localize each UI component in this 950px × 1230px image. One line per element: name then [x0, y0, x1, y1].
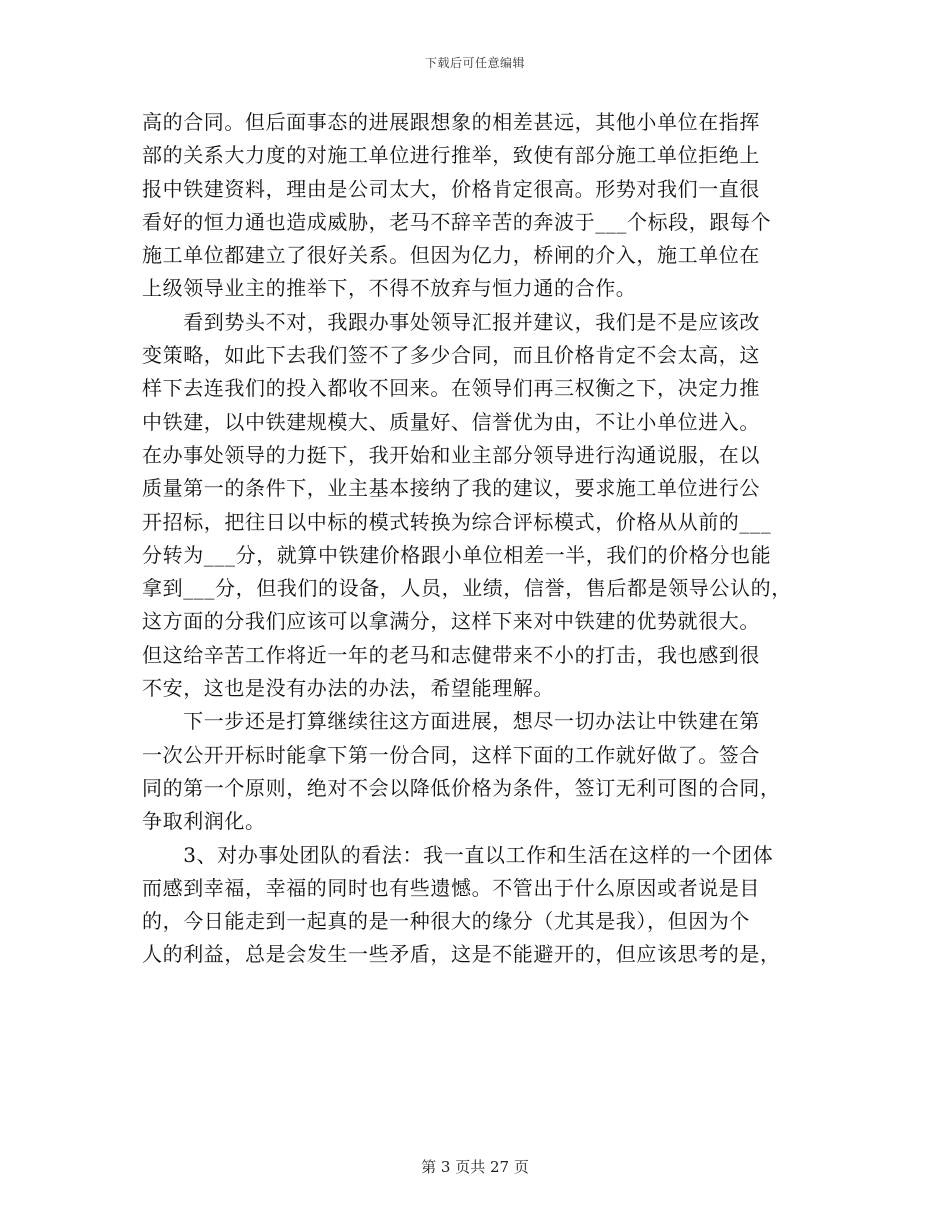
- body-line: 部的关系大力度的对施工单位进行推举，致使有部分施工单位拒绝上: [142, 143, 760, 168]
- body-line: 报中铁建资料，理由是公司太大，价格肯定很高。形势对我们一直很: [142, 176, 760, 201]
- body-line: 看好的恒力通也造成威胁，老马不辞辛苦的奔波于___个标段，跟每个: [142, 209, 772, 234]
- body-line: 高的合同。但后面事态的进展跟想象的相差甚远，其他小单位在指挥: [142, 110, 760, 134]
- body-line: 这方面的分我们应该可以拿满分，这样下来对中铁建的优势就很大。: [142, 609, 760, 634]
- body-line: 变策略，如此下去我们签不了多少合同，而且价格肯定不会太高，这: [142, 343, 760, 368]
- body-line: 下一步还是打算继续往这方面进展，想尽一切办法让中铁建在第: [142, 709, 760, 734]
- body-line: 中铁建，以中铁建规模大、质量好、信誉优为由，不让小单位进入。: [142, 409, 760, 434]
- body-line: 拿到___分，但我们的设备，人员，业绩，信誉，售后都是领导公认的，: [142, 576, 792, 601]
- body-line: 看到势头不对，我跟办事处领导汇报并建议，我们是不是应该改: [142, 309, 760, 334]
- body-line: 3、对办事处团队的看法：我一直以工作和生活在这样的一个团体: [142, 842, 774, 867]
- document-body: [142, 106, 822, 972]
- page-footer: 第 3 页共 27 页: [421, 1158, 529, 1176]
- body-line: 样下去连我们的投入都收不回来。在领导们再三权衡之下，决定力推: [142, 376, 760, 401]
- body-line: 质量第一的条件下，业主基本接纳了我的建议，要求施工单位进行公: [142, 476, 760, 501]
- body-line: 一次公开开标时能拿下第一份合同，这样下面的工作就好做了。签合: [142, 742, 760, 767]
- body-line: 不安，这也是没有办法的办法，希望能理解。: [142, 676, 554, 701]
- body-line: 在办事处领导的力挺下，我开始和业主部分领导进行沟通说服，在以: [142, 442, 760, 467]
- page-header: 下载后可任意编辑: [424, 56, 525, 70]
- body-line: 人的利益，总是会发生一些矛盾，这是不能避开的，但应该思考的是，: [142, 942, 781, 967]
- body-line: 但这给辛苦工作将近一年的老马和志健带来不小的打击，我也感到很: [142, 642, 760, 667]
- body-line: 开招标，把往日以中标的模式转换为综合评标模式，价格从从前的___: [142, 509, 772, 534]
- body-line: 而感到幸福，幸福的同时也有些遗憾。不管出于什么原因或者说是目: [142, 875, 760, 900]
- body-line: 的，今日能走到一起真的是一种很大的缘分（尤其是我），但因为个: [142, 909, 750, 934]
- body-line: 分转为___分，就算中铁建价格跟小单位相差一半，我们的价格分也能: [142, 542, 772, 567]
- body-line: 施工单位都建立了很好关系。但因为亿力，桥闸的介入，施工单位在: [142, 243, 760, 268]
- body-line: 争取利润化。: [142, 809, 266, 834]
- body-line: 同的第一个原则，绝对不会以降低价格为条件，签订无利可图的合同，: [142, 775, 781, 800]
- body-line: 上级领导业主的推举下，不得不放弃与恒力通的合作。: [142, 276, 637, 301]
